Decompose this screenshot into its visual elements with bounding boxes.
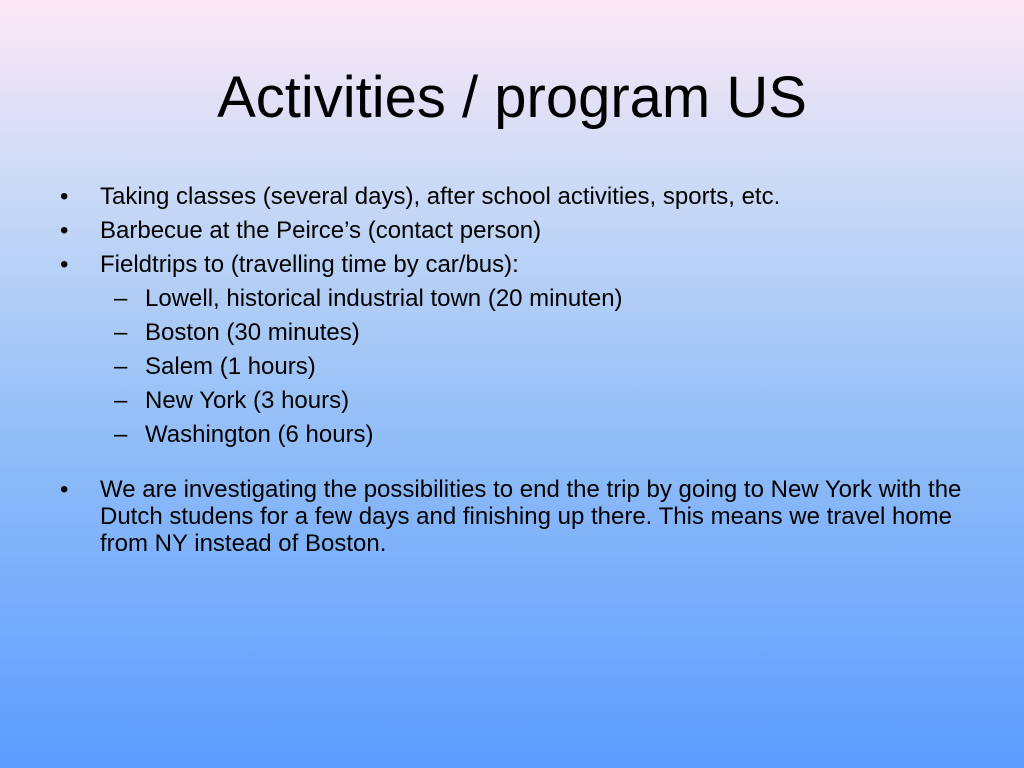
bullet-text: Fieldtrips to (travelling time by car/bus): xyxy=(100,251,519,278)
bullet-marker: • xyxy=(60,217,69,244)
bullet-text: Barbecue at the Peirce’s (contact person) xyxy=(100,217,542,244)
bullet-marker: • xyxy=(60,476,69,503)
bullet-text: Taking classes (several days), after school activities, sports, etc. xyxy=(100,183,781,210)
sub-bullet-item xyxy=(0,418,1024,452)
bullet-item xyxy=(0,248,1024,282)
bullet-item xyxy=(0,476,1024,557)
bullet-text: We are investigating the possibilities to end the trip by going to New York with the Dutch studens for a few days and finishing up there. This means we travel home from NY instead of Boston. xyxy=(100,476,962,557)
sub-bullet-marker: – xyxy=(114,285,128,312)
sub-bullet-marker: – xyxy=(114,421,128,448)
sub-bullet-item xyxy=(0,316,1024,350)
sub-bullet-item xyxy=(0,350,1024,384)
bullet-marker: • xyxy=(60,251,69,278)
bullet-list xyxy=(0,180,1024,557)
sub-bullet-text: Lowell, historical industrial town (20 minuten) xyxy=(145,285,623,312)
sub-bullet-text: New York (3 hours) xyxy=(145,387,350,414)
sub-bullet-text: Washington (6 hours) xyxy=(145,421,374,448)
sub-bullet-marker: – xyxy=(114,353,128,380)
sub-bullet-text: Boston (30 minutes) xyxy=(145,319,360,346)
slide-title: Activities / program US xyxy=(217,65,807,130)
sub-bullet-item xyxy=(0,282,1024,316)
bullet-item xyxy=(0,214,1024,248)
sub-bullet-text: Salem (1 hours) xyxy=(145,353,316,380)
sub-bullet-marker: – xyxy=(114,387,128,414)
sub-bullet-item xyxy=(0,384,1024,418)
bullet-marker: • xyxy=(60,183,69,210)
bullet-item xyxy=(0,180,1024,214)
sub-bullet-marker: – xyxy=(114,319,128,346)
